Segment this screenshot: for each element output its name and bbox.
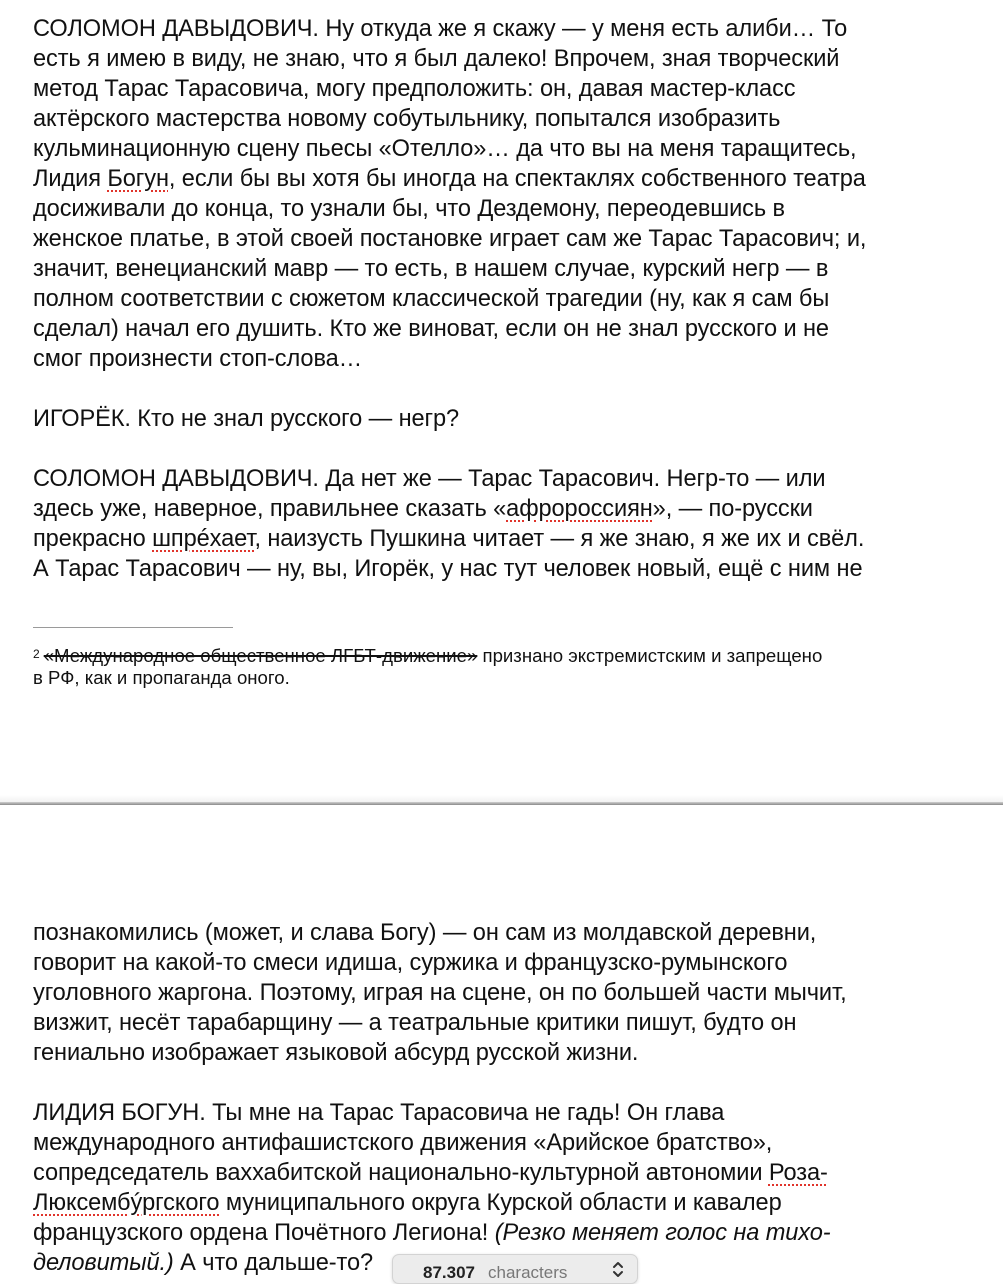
text: сопредседатель ваххабитской национально-культурной автономии — [33, 1160, 769, 1186]
text-line — [33, 1158, 998, 1188]
text: А что дальше-то? — [173, 1250, 373, 1276]
text-line: есть я имею в виду, не знаю, что я был далеко! Впрочем, зная творческий — [33, 46, 840, 72]
text-line: международного антифашистского движения «Арийское братство», — [33, 1130, 773, 1156]
footnote[interactable] — [33, 643, 998, 689]
page-break — [0, 802, 1003, 805]
text: французского ордена Почётного Легиона! — [33, 1220, 495, 1246]
text: , наизусть Пушкина читает — я же знаю, я же их и свёл. — [254, 526, 865, 552]
text: Лидия — [33, 166, 108, 192]
misspelled-word[interactable]: афророссиян — [506, 496, 653, 522]
footnote-line — [33, 643, 998, 666]
paragraph-solomon-2[interactable] — [33, 464, 998, 584]
footnote-line: в РФ, как и пропаганда оного. — [33, 667, 290, 688]
text-line — [33, 494, 998, 524]
page-break-shadow — [0, 795, 1003, 802]
paragraph-igorek[interactable] — [33, 404, 998, 434]
text-line: познакомились (может, и слава Богу) — он сам из молдавской деревни, — [33, 920, 817, 946]
text-line: А Тарас Тарасович — ну, вы, Игорёк, у нас тут человек новый, ещё с ним не — [33, 556, 863, 582]
footnote-separator — [33, 627, 233, 628]
text-line: СОЛОМОН ДАВЫДОВИЧ. Да нет же — Тарас Тарасович. Негр-то — или — [33, 466, 826, 492]
text: , если бы вы хотя бы иногда на спектаклях собственного театра — [168, 166, 866, 192]
text-line: ИГОРЁК. Кто не знал русского — негр? — [33, 406, 460, 432]
document-page-2 — [0, 806, 1003, 1280]
text-line: СОЛОМОН ДАВЫДОВИЧ. Ну откуда же я скажу — у меня есть алиби… То — [33, 16, 848, 42]
paragraph-continuation[interactable] — [33, 918, 998, 1068]
misspelled-word[interactable]: шпрéхает — [152, 526, 255, 552]
text: признано экстремистским и запрещено — [477, 645, 823, 666]
text-line — [33, 164, 998, 194]
text-line: смог произнести стоп-слова… — [33, 346, 363, 372]
stage-direction: деловитый.) — [33, 1250, 174, 1276]
paragraph-solomon-1[interactable] — [33, 14, 998, 374]
text: муниципального округа Курской области и кавалер — [219, 1190, 782, 1216]
paragraph-lidiya[interactable] — [33, 1098, 998, 1278]
text-line: сделал) начал его душить. Кто же виноват, если он не знал русского и не — [33, 316, 829, 342]
text-line: ЛИДИЯ БОГУН. Ты мне на Тарас Тарасовича не гадь! Он глава — [33, 1100, 725, 1126]
chevron-up-down-icon — [611, 1258, 625, 1280]
count-unit: characters — [488, 1263, 568, 1282]
misspelled-word[interactable]: Богун — [107, 166, 169, 192]
misspelled-word[interactable]: Роза- — [768, 1160, 828, 1186]
text-line — [33, 524, 998, 554]
text-line: визжит, несёт тарабарщину — а театральные критики пишут, будто он — [33, 1010, 797, 1036]
text-line: уголовного жаргона. Поэтому, играя на сцене, он по большей части мычит, — [33, 980, 847, 1006]
text-line — [33, 1188, 998, 1218]
text-line: актёрского мастерства новому собутыльнику, попытался изобразить — [33, 106, 781, 132]
struck-text: «Международное общественное ЛГБТ-движение» — [43, 645, 478, 666]
text-line: кульминационную сцену пьесы «Отелло»… да что вы на меня таращитесь, — [33, 136, 857, 162]
character-count: 87.307 — [423, 1263, 475, 1282]
text: », — по-русски — [652, 496, 813, 522]
stage-direction: (Резко меняет голос на тихо- — [494, 1220, 831, 1246]
misspelled-word[interactable]: Люксембýргского — [33, 1190, 220, 1216]
text-line: женское платье, в этой своей постановке играет сам же Тарас Тарасович; и, — [33, 226, 867, 252]
text-line: значит, венецианский мавр — то есть, в нашем случае, курский негр — в — [33, 256, 829, 282]
text-line: метод Тарас Тарасовича, могу предположить: он, давая мастер-класс — [33, 76, 796, 102]
footnote-number: 2 — [33, 647, 40, 661]
text: здесь уже, наверное, правильнее сказать « — [33, 496, 507, 522]
text-line: гениально изображает языковой абсурд русской жизни. — [33, 1040, 639, 1066]
text-line — [33, 1218, 998, 1248]
text-line: говорит на какой-то смеси идиша, суржика и французско-румынского — [33, 950, 788, 976]
text-line: досиживали до конца, то узнали бы, что Дездемону, переодевшись в — [33, 196, 785, 222]
text: прекрасно — [33, 526, 153, 552]
text-line: полном соответствии с сюжетом классической трагедии (ну, как я сам бы — [33, 286, 830, 312]
